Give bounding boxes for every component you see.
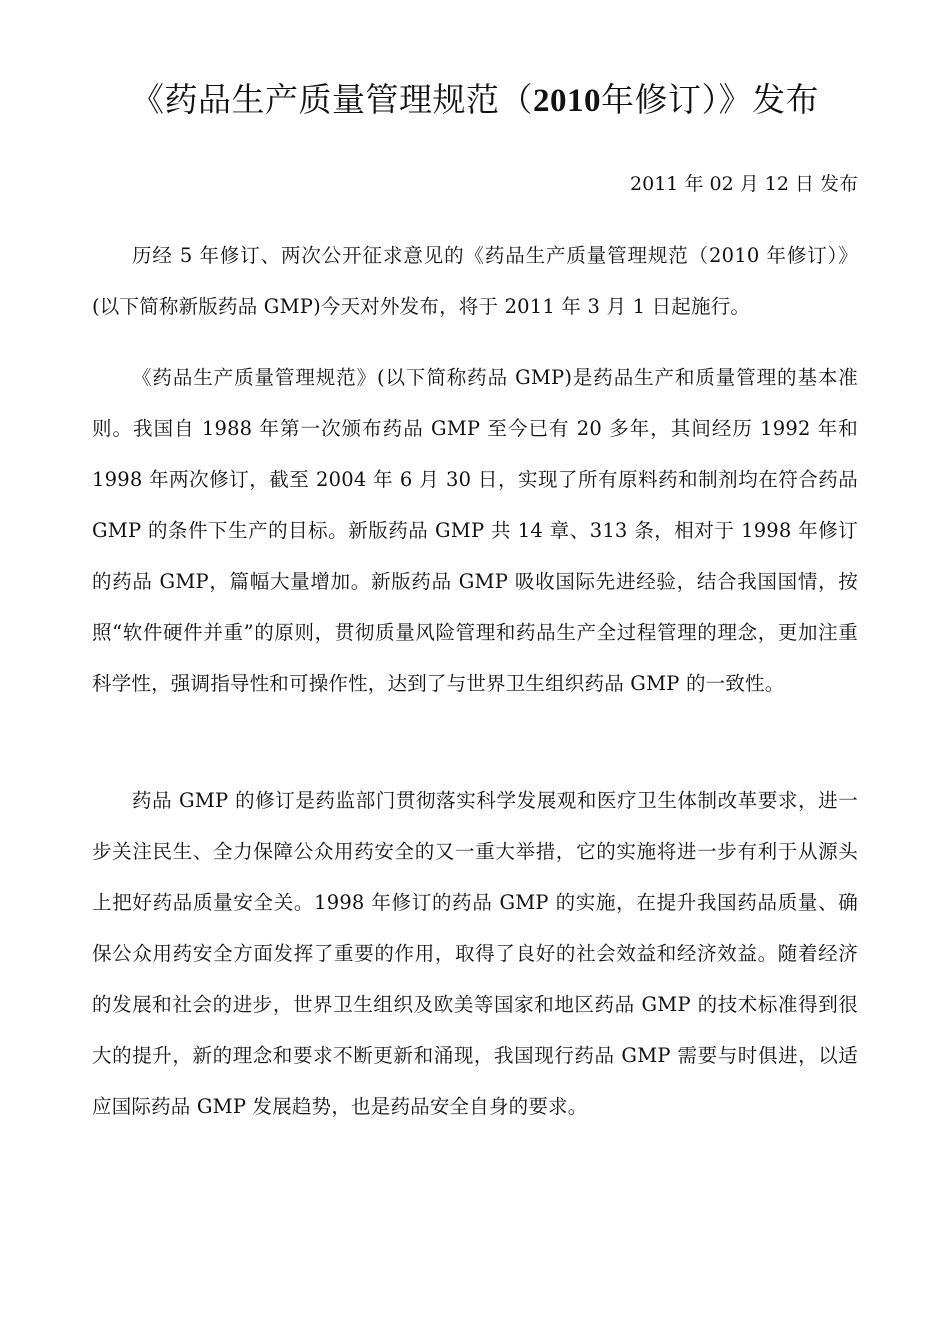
publish-date: 2011 年 02 月 12 日 发布 bbox=[630, 173, 858, 195]
document-title bbox=[0, 78, 950, 123]
title-prefix: 《药品生产质量管理规范（ bbox=[131, 80, 533, 119]
title-suffix: 年修订）》发布 bbox=[601, 80, 819, 119]
paragraph-1: 历经 5 年修订、两次公开征求意见的《药品生产质量管理规范（2010 年修订）》(以下简称新版药品 GMP)今天对外发布，将于 2011 年 3 月 1 日起施行。 bbox=[92, 244, 858, 318]
title-year: 2010 bbox=[533, 83, 601, 119]
paragraph-3: 药品 GMP 的修订是药监部门贯彻落实科学发展观和医疗卫生体制改革要求，进一步关注民生、全力保障公众用药安全的又一重大举措，它的实施将进一步有利于从源头上把好药品质量安全关。1998 年修订的药品 GMP 的实施，在提升我国药品质量、确保公众用药安全方面发挥了重要的作用，取得了良好的社会效益和经济效益。随着经济的发展和社会的进步，世界卫生组织及欧美等国家和地区药品 GMP 的技术标准得到很大的提升，新的理念和要求不断更新和涌现，我国现行药品 GMP 需要与时俱进，以适应国际药品 GMP 发展趋势，也是药品安全自身的要求。 bbox=[92, 789, 858, 1118]
paragraph-2: 《药品生产质量管理规范》(以下简称药品 GMP)是药品生产和质量管理的基本准则。我国自 1988 年第一次颁布药品 GMP 至今已有 20 多年，其间经历 1992 年和 1998 年两次修订，截至 2004 年 6 月 30 日，实现了所有原料药和制剂均在符合药品 GMP 的条件下生产的目标。新版药品 GMP 共 14 章、313 条，相对于 1998 年修订的药品 GMP，篇幅大量增加。新版药品 GMP 吸收国际先进经验，结合我国国情，按照“软件硬件并重”的原则，贯彻质量风险管理和药品生产全过程管理的理念，更加注重科学性，强调指导性和可操作性，达到了与世界卫生组织药品 GMP 的一致性。 bbox=[92, 366, 858, 695]
